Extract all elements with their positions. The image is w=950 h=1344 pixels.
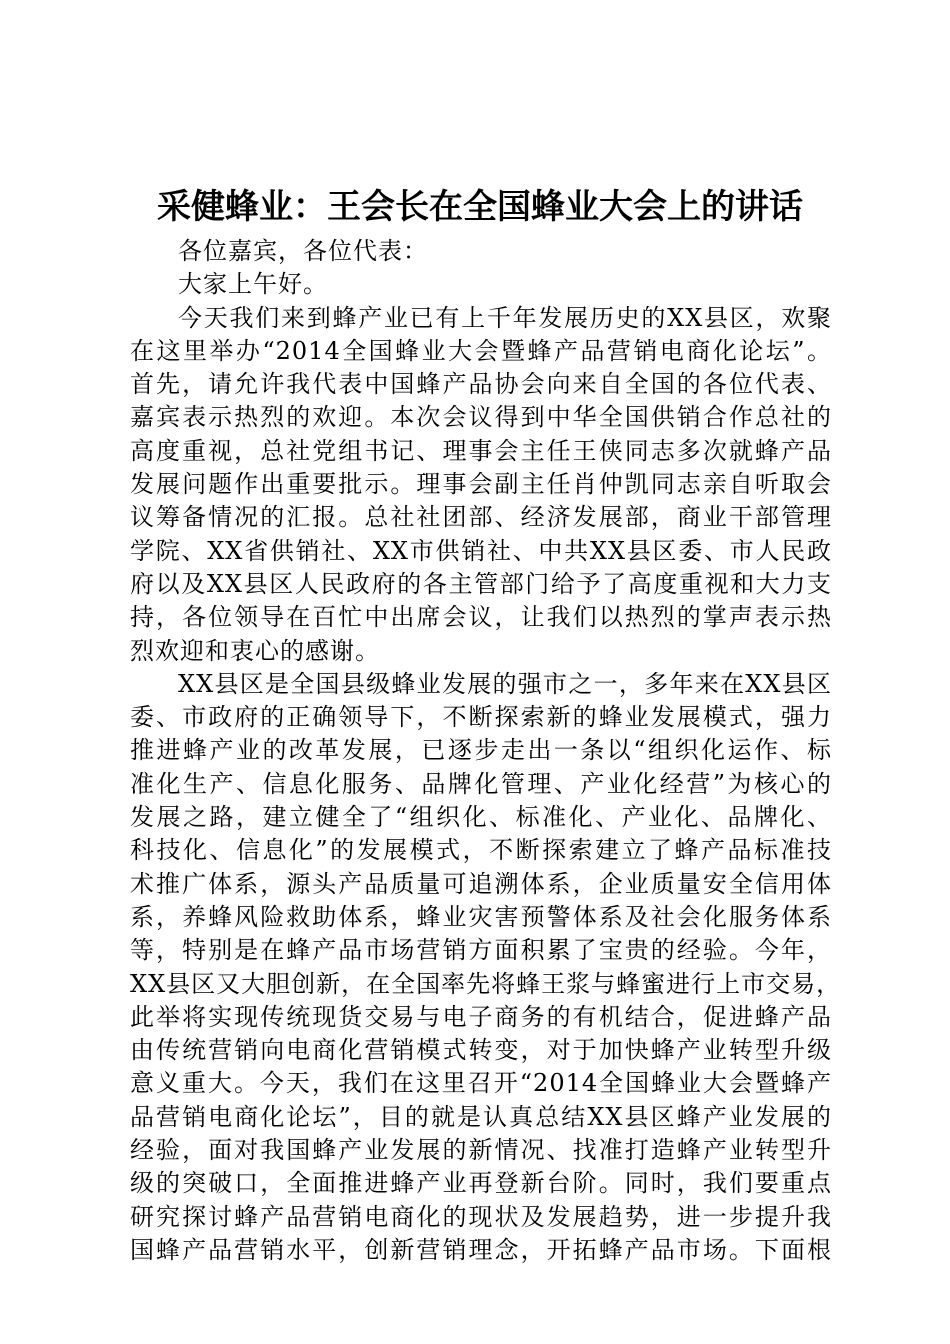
- text-line: 嘉宾表示热烈的欢迎。本次会议得到中华全国供销合作总社的: [130, 403, 832, 432]
- text-line: 意义重大。今天，我们在这里召开“2014全国蜂业大会暨蜂产: [130, 1069, 832, 1098]
- text-line: 各位嘉宾，各位代表：: [178, 237, 428, 265]
- text-line: 持，各位领导在百忙中出席会议，让我们以热烈的掌声表示热: [130, 603, 832, 632]
- text-line: 学院、XX省供销社、XX市供销社、中共XX县区委、市人民政: [130, 536, 832, 565]
- text-line: 推进蜂产业的改革发展，已逐步走出一条以“组织化运作、标: [130, 736, 832, 765]
- text-line: 由传统营销向电商化营销模式转变，对于加快蜂产业转型升级: [130, 1036, 832, 1065]
- text-line: 议筹备情况的汇报。总社社团部、经济发展部，商业干部管理: [130, 503, 832, 532]
- text-line: 系，养蜂风险救助体系，蜂业灾害预警体系及社会化服务体系: [130, 902, 832, 931]
- text-line: 发展之路，建立健全了“组织化、标准化、产业化、品牌化、: [130, 803, 832, 832]
- text-line: 今天我们来到蜂产业已有上千年发展历史的XX县区，欢聚: [178, 303, 832, 332]
- text-line: 首先，请允许我代表中国蜂产品协会向来自全国的各位代表、: [130, 370, 832, 399]
- text-line: 术推广体系，源头产品质量可追溯体系，企业质量安全信用体: [130, 869, 832, 898]
- text-line: 研究探讨蜂产品营销电商化的现状及发展趋势，进一步提升我: [130, 1202, 832, 1231]
- text-line: XX县区又大胆创新，在全国率先将蜂王浆与蜂蜜进行上市交易，: [130, 969, 842, 998]
- text-line: 级的突破口，全面推进蜂产业再登新台阶。同时，我们要重点: [130, 1169, 832, 1198]
- text-line: 等，特别是在蜂产品市场营销方面积累了宝贵的经验。今年，: [130, 936, 832, 965]
- text-line: 发展问题作出重要批示。理事会副主任肖仲凯同志亲自听取会: [130, 470, 832, 499]
- text-line: 府以及XX县区人民政府的各主管部门给予了高度重视和大力支: [130, 569, 832, 598]
- text-line: XX县区是全国县级蜂业发展的强市之一，多年来在XX县区: [178, 669, 832, 698]
- text-line: 品营销电商化论坛”，目的就是认真总结XX县区蜂产业发展的: [130, 1102, 832, 1131]
- text-line: 委、市政府的正确领导下，不断探索新的蜂业发展模式，强力: [130, 703, 832, 732]
- text-line: 国蜂产品营销水平，创新营销理念，开拓蜂产品市场。下面根: [130, 1235, 832, 1264]
- text-line: 经验，面对我国蜂产业发展的新情况、找准打造蜂产业转型升: [130, 1136, 832, 1165]
- text-line: 科技化、信息化”的发展模式，不断探索建立了蜂产品标准技: [130, 836, 832, 865]
- text-line: 大家上午好。: [178, 270, 328, 299]
- text-line: 高度重视，总社党组书记、理事会主任王侠同志多次就蜂产品: [130, 436, 832, 465]
- text-line: 在这里举办“2014全国蜂业大会暨蜂产品营销电商化论坛”。: [130, 336, 832, 365]
- document-title: 采健蜂业：王会长在全国蜂业大会上的讲话: [157, 187, 803, 227]
- document-body: [130, 235, 842, 1267]
- text-line: 烈欢迎和衷心的感谢。: [130, 636, 380, 665]
- text-line: 准化生产、信息化服务、品牌化管理、产业化经营”为核心的: [130, 769, 832, 798]
- text-line: 此举将实现传统现货交易与电子商务的有机结合，促进蜂产品: [130, 1002, 832, 1031]
